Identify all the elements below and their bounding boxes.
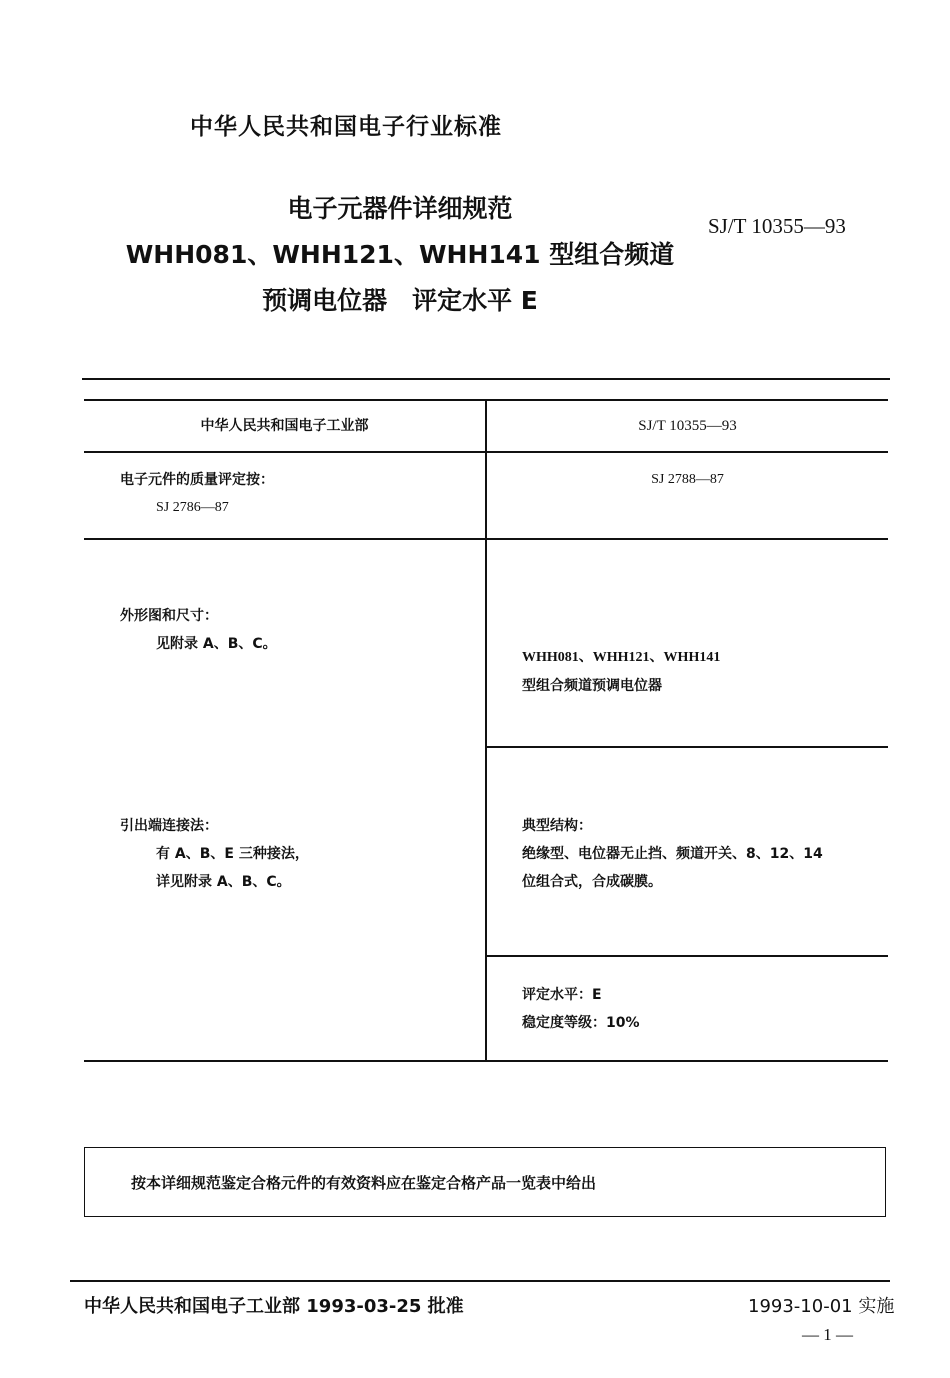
assessment-level-cell	[522, 981, 640, 1037]
outline-dimensions-label: 外形图和尺寸：	[120, 608, 218, 624]
title-line-1: 电子元器件详细规范	[287, 194, 513, 223]
footer-rule	[70, 1280, 890, 1282]
typical-construction-line-1: 绝缘型、电位器无止挡、频道开关、8、12、14	[522, 846, 823, 862]
quality-assessment-label: 电子元件的质量评定按：	[120, 472, 274, 488]
quality-assessment-value: SJ 2786—87	[156, 500, 229, 515]
title-line-3: 预调电位器 评定水平 E	[262, 286, 538, 315]
qualified-products-note: 按本详细规范鉴定合格元件的有效资料应在鉴定合格产品一览表中给出	[131, 1174, 597, 1192]
standard-code: SJ/T 10355—93	[708, 214, 846, 238]
title-line-2: WHH081、WHH121、WHH141 型组合频道	[125, 240, 675, 269]
outline-dimensions-cell	[120, 602, 277, 658]
standard-category-heading: 中华人民共和国电子行业标准	[190, 114, 502, 140]
terminal-connection-label: 引出端连接法：	[120, 818, 218, 834]
top-rule	[82, 378, 890, 380]
terminal-connection-cell	[120, 812, 309, 896]
page-number: — 1 —	[802, 1325, 853, 1344]
component-name-cell	[522, 644, 720, 700]
assessment-level: 评定水平：E	[522, 987, 602, 1003]
quality-assessment-cell	[120, 466, 274, 522]
terminal-connection-line-2: 详见附录 A、B、C。	[156, 874, 291, 890]
implementation-date: 1993-10-01 实施	[748, 1296, 895, 1317]
qualified-products-note-box	[84, 1147, 886, 1217]
right-row3-divider	[486, 746, 888, 748]
standard-number-cell: SJ/T 10355—93	[638, 418, 737, 434]
component-description: 型组合频道预调电位器	[522, 678, 662, 694]
model-numbers: WHH081、WHH121、WHH141	[522, 650, 721, 665]
issuing-authority-cell: 中华人民共和国电子工业部	[200, 418, 369, 434]
typical-construction-cell	[522, 812, 823, 896]
right-row4-divider	[486, 955, 888, 957]
outline-dimensions-value: 见附录 A、B、C。	[156, 636, 277, 652]
typical-construction-line-2: 位组合式，合成碳膜。	[522, 874, 662, 890]
stability-class: 稳定度等级：10%	[522, 1015, 640, 1031]
terminal-connection-line-1: 有 A、B、E 三种接法，	[156, 846, 309, 862]
table-column-divider	[485, 401, 487, 1061]
approval-statement: 中华人民共和国电子工业部 1993-03-25 批准	[84, 1296, 464, 1317]
document-title	[110, 186, 690, 324]
typical-construction-label: 典型结构：	[522, 818, 592, 834]
sectional-spec-cell: SJ 2788—87	[651, 472, 724, 487]
